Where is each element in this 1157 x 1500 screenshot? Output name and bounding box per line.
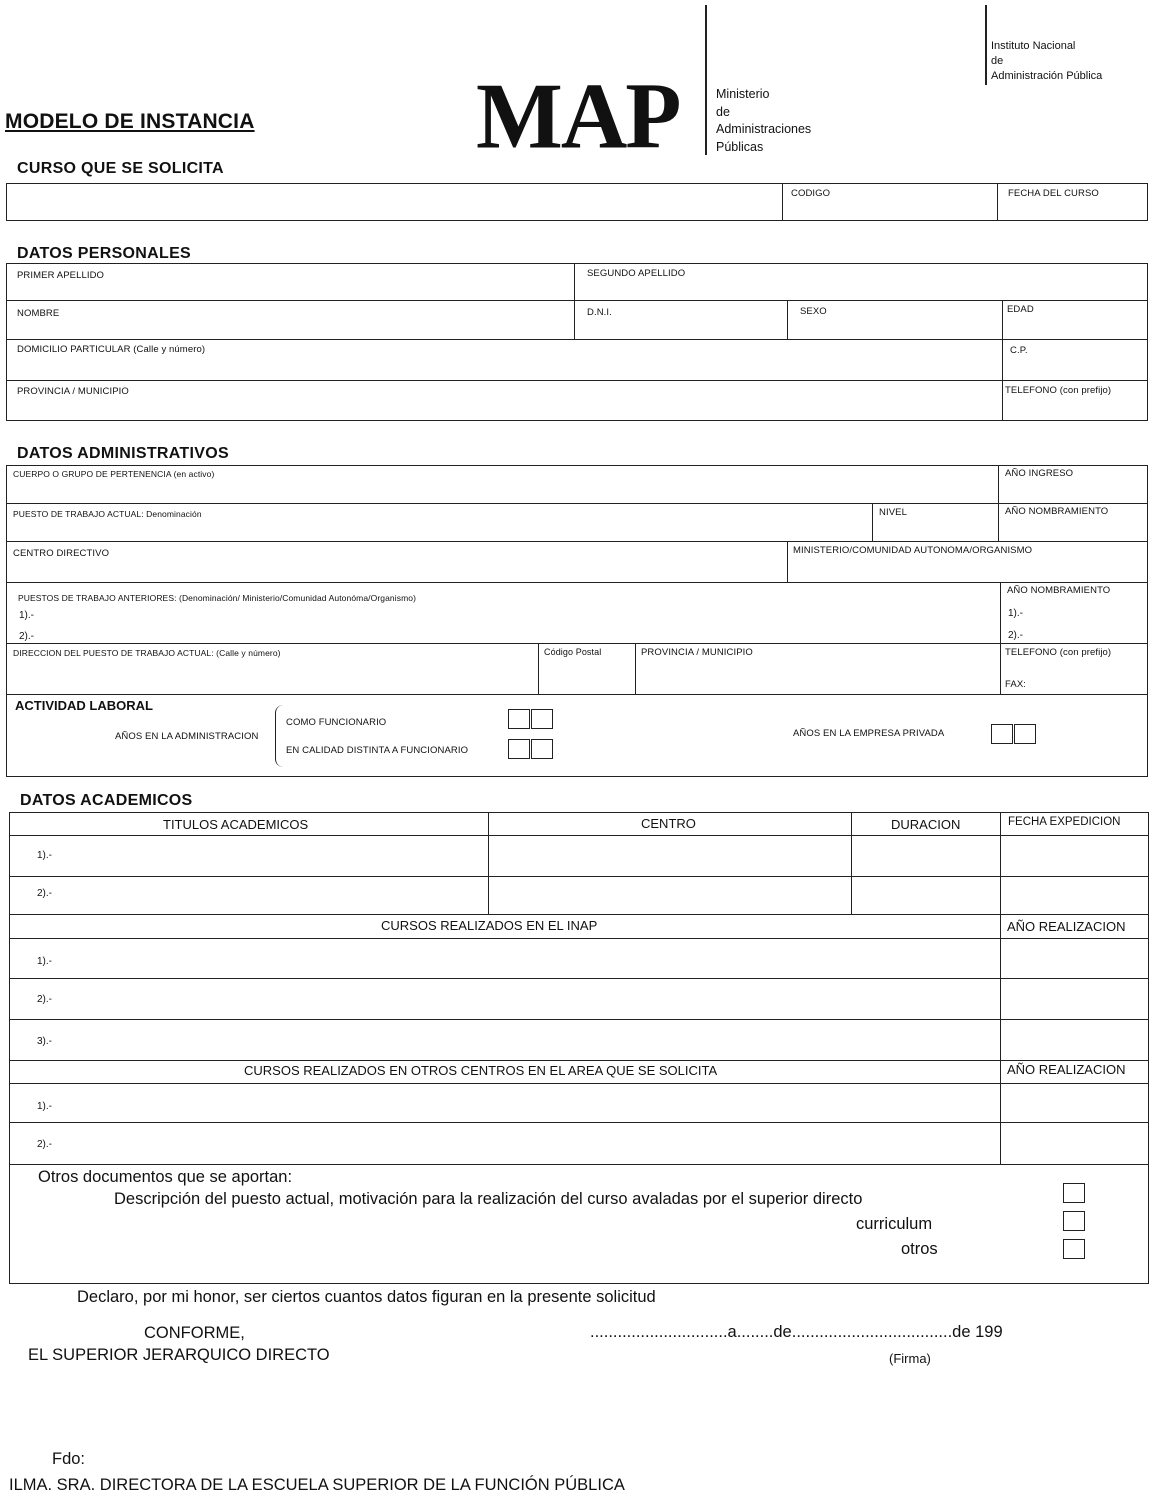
fax-input[interactable] bbox=[1030, 676, 1142, 692]
nombre-label: NOMBRE bbox=[17, 308, 60, 319]
funcionario-years-cell-1[interactable] bbox=[508, 709, 530, 729]
inap-row-1-label: 1).- bbox=[37, 956, 52, 967]
centro-directivo-label: CENTRO DIRECTIVO bbox=[13, 548, 110, 559]
codigo-postal-label: Código Postal bbox=[544, 647, 602, 657]
divider bbox=[574, 300, 575, 339]
direccion-label: DIRECCION DEL PUESTO DE TRABAJO ACTUAL: (Calle y número) bbox=[13, 648, 281, 658]
page-title: MODELO DE INSTANCIA bbox=[5, 110, 255, 133]
divider bbox=[998, 503, 999, 541]
curso-input[interactable] bbox=[10, 188, 778, 216]
privada-years-cell-2[interactable] bbox=[1014, 724, 1036, 744]
divider bbox=[787, 541, 788, 582]
divider bbox=[1000, 582, 1001, 643]
section-personales: DATOS PERSONALES bbox=[17, 245, 192, 262]
funcionario-years-cell-2[interactable] bbox=[531, 709, 553, 729]
fdo-label: Fdo: bbox=[52, 1450, 86, 1468]
primer-apellido-label: PRIMER APELLIDO bbox=[17, 270, 105, 281]
anio-nombramiento-label: AÑO NOMBRAMIENTO bbox=[1005, 506, 1109, 517]
conforme-text: CONFORME, bbox=[144, 1324, 245, 1342]
titulos-header: TITULOS ACADEMICOS bbox=[163, 817, 309, 832]
fecha-expedicion-2-input[interactable] bbox=[1005, 880, 1145, 910]
otros-centros-header: CURSOS REALIZADOS EN OTROS CENTROS EN EL AREA QUE SE SOLICITA bbox=[244, 1063, 718, 1078]
cp-label: C.P. bbox=[1010, 345, 1028, 356]
provincia-input[interactable] bbox=[12, 400, 997, 418]
superior-text: EL SUPERIOR JERARQUICO DIRECTO bbox=[28, 1346, 330, 1364]
anterior-2-input[interactable] bbox=[42, 626, 992, 642]
otros-documentos-title: Otros documentos que se aportan: bbox=[38, 1168, 293, 1186]
titulo-2-input[interactable] bbox=[60, 880, 484, 910]
otros-1-year-input[interactable] bbox=[1005, 1089, 1145, 1119]
divider bbox=[9, 938, 1149, 939]
como-funcionario-label: COMO FUNCIONARIO bbox=[286, 717, 387, 728]
nombramiento-1-input[interactable] bbox=[1030, 605, 1140, 621]
destinatario-text: ILMA. SRA. DIRECTORA DE LA ESCUELA SUPERIOR DE LA FUNCIÓN PÚBLICA bbox=[9, 1476, 625, 1494]
divider bbox=[574, 263, 575, 300]
divider bbox=[872, 503, 873, 541]
ministry-name: Ministerio de Administraciones Públicas bbox=[716, 87, 812, 154]
sexo-input[interactable] bbox=[794, 320, 994, 336]
codigo-postal-input[interactable] bbox=[543, 665, 631, 689]
dni-input[interactable] bbox=[580, 320, 780, 336]
anio-realizacion-header: AÑO REALIZACION bbox=[1007, 919, 1126, 934]
section-academicos: DATOS ACADEMICOS bbox=[20, 792, 193, 809]
divider bbox=[488, 812, 489, 914]
otros-row-2-label: 2).- bbox=[37, 1139, 52, 1150]
inap-row-2-label: 2).- bbox=[37, 994, 52, 1005]
actividad-laboral-label: ACTIVIDAD LABORAL bbox=[15, 698, 153, 713]
segundo-apellido-label: SEGUNDO APELLIDO bbox=[587, 268, 686, 279]
divider bbox=[6, 503, 1148, 504]
direccion-input[interactable] bbox=[12, 665, 532, 689]
header-divider-right bbox=[985, 5, 987, 85]
inap-1-input[interactable] bbox=[60, 944, 995, 974]
anios-admin-label: AÑOS EN LA ADMINISTRACION bbox=[115, 731, 259, 742]
nombramiento-1-label: 1).- bbox=[1008, 608, 1023, 619]
declaracion-text: Declaro, por mi honor, ser ciertos cuantos datos figuran en la presente solicitud bbox=[77, 1288, 656, 1306]
telefono-admin-input[interactable] bbox=[1005, 660, 1142, 676]
section-administrativos: DATOS ADMINISTRATIVOS bbox=[17, 445, 229, 462]
divider bbox=[635, 643, 636, 694]
brace bbox=[275, 705, 284, 767]
provincia-admin-label: PROVINCIA / MUNICIPIO bbox=[641, 647, 753, 658]
puesto-input[interactable] bbox=[12, 521, 867, 539]
inap-3-input[interactable] bbox=[60, 1025, 995, 1055]
anio-ingreso-label: AÑO INGRESO bbox=[1005, 468, 1074, 479]
titulo-row-2-label: 2).- bbox=[37, 888, 52, 899]
puesto-label: PUESTO DE TRABAJO ACTUAL: Denominación bbox=[13, 509, 202, 519]
privada-years-cell-1[interactable] bbox=[991, 724, 1013, 744]
otros-row-1-label: 1).- bbox=[37, 1101, 52, 1112]
no-funcionario-years-cell-1[interactable] bbox=[508, 739, 530, 759]
sexo-label: SEXO bbox=[800, 306, 827, 317]
divider bbox=[998, 465, 999, 503]
map-logo: MAP bbox=[476, 63, 680, 169]
curriculum-checkbox[interactable] bbox=[1063, 1211, 1085, 1231]
divider bbox=[9, 1060, 1149, 1061]
cuerpo-input[interactable] bbox=[12, 482, 992, 500]
codigo-label: CODIGO bbox=[791, 188, 831, 199]
divider bbox=[9, 876, 1149, 877]
no-funcionario-years-cell-2[interactable] bbox=[531, 739, 553, 759]
duracion-1-input[interactable] bbox=[856, 840, 996, 872]
curriculum-label: curriculum bbox=[856, 1215, 933, 1233]
anterior-2-label: 2).- bbox=[19, 631, 34, 642]
inap-row-3-label: 3).- bbox=[37, 1036, 52, 1047]
titulo-row-1-label: 1).- bbox=[37, 850, 52, 861]
divider bbox=[9, 978, 1149, 979]
divider bbox=[9, 1164, 1149, 1165]
inap-3-year-input[interactable] bbox=[1005, 1025, 1145, 1055]
telefono-admin-label: TELEFONO (con prefijo) bbox=[1005, 647, 1112, 658]
ministerio-input[interactable] bbox=[793, 561, 1141, 579]
divider bbox=[997, 183, 998, 221]
divider bbox=[1000, 643, 1001, 694]
anterior-1-input[interactable] bbox=[42, 607, 992, 623]
ministerio-label: MINISTERIO/COMUNIDAD AUTONOMA/ORGANISMO bbox=[793, 545, 1033, 556]
otros-checkbox[interactable] bbox=[1063, 1239, 1085, 1259]
header-divider bbox=[705, 5, 707, 155]
divider bbox=[1002, 339, 1003, 421]
nivel-label: NIVEL bbox=[879, 507, 907, 518]
institute-name: Instituto Nacional de Administración Pública bbox=[991, 40, 1103, 82]
divider bbox=[9, 914, 1149, 915]
centro-header: CENTRO bbox=[641, 816, 696, 831]
provincia-admin-input[interactable] bbox=[641, 665, 994, 689]
otros-label: otros bbox=[901, 1240, 938, 1258]
primer-apellido-input[interactable] bbox=[12, 282, 567, 298]
anio-nombramiento-input[interactable] bbox=[1004, 521, 1142, 539]
nivel-input[interactable] bbox=[878, 521, 993, 539]
anio-realizacion2-header: AÑO REALIZACION bbox=[1007, 1062, 1126, 1077]
inap-2-year-input[interactable] bbox=[1005, 984, 1145, 1014]
divider bbox=[9, 1019, 1149, 1020]
otros-2-year-input[interactable] bbox=[1005, 1128, 1145, 1158]
centro-1-input[interactable] bbox=[493, 840, 847, 872]
edad-label: EDAD bbox=[1007, 304, 1034, 315]
divider bbox=[1002, 300, 1003, 339]
fecha-expedicion-1-input[interactable] bbox=[1005, 840, 1145, 872]
domicilio-input[interactable] bbox=[12, 358, 997, 376]
fecha-curso-label: FECHA DEL CURSO bbox=[1008, 188, 1099, 199]
divider bbox=[782, 183, 783, 221]
divider bbox=[9, 1122, 1149, 1123]
section-curso: CURSO QUE SE SOLICITA bbox=[17, 160, 224, 177]
anio-ingreso-input[interactable] bbox=[1004, 482, 1142, 500]
divider bbox=[851, 812, 852, 914]
divider bbox=[787, 300, 788, 339]
otros-2-input[interactable] bbox=[60, 1128, 995, 1158]
anteriores-label: PUESTOS DE TRABAJO ANTERIORES: (Denominación/ Ministerio/Comunidad Autonóma/Organismo) bbox=[18, 593, 417, 603]
divider bbox=[6, 300, 1148, 301]
cp-input[interactable] bbox=[1007, 358, 1142, 376]
inap-header: CURSOS REALIZADOS EN EL INAP bbox=[381, 918, 598, 933]
titulo-1-input[interactable] bbox=[60, 840, 484, 872]
centro-2-input[interactable] bbox=[493, 880, 847, 910]
dni-label: D.N.I. bbox=[587, 307, 612, 318]
divider bbox=[6, 643, 1148, 644]
fecha-expedicion-header: FECHA EXPEDICION bbox=[1008, 816, 1121, 828]
inap-1-year-input[interactable] bbox=[1005, 944, 1145, 974]
divider bbox=[1000, 812, 1001, 1164]
divider bbox=[6, 694, 1148, 695]
segundo-apellido-input[interactable] bbox=[580, 282, 1140, 298]
telefono-label: TELEFONO (con prefijo) bbox=[1005, 385, 1112, 396]
fax-label: FAX: bbox=[1005, 679, 1026, 690]
centro-directivo-input[interactable] bbox=[12, 561, 782, 579]
provincia-label: PROVINCIA / MUNICIPIO bbox=[17, 386, 129, 397]
nombramiento-2-input[interactable] bbox=[1030, 626, 1140, 642]
telefono-input[interactable] bbox=[1007, 400, 1142, 418]
divider bbox=[9, 1083, 1149, 1084]
descripcion-puesto-label: Descripción del puesto actual, motivación para la realización del curso avaladas por el superior directo bbox=[114, 1190, 863, 1208]
anterior-1-label: 1).- bbox=[19, 610, 34, 621]
fecha-line: ..............................a........de...................................de 199 bbox=[590, 1323, 1003, 1341]
otros-1-input[interactable] bbox=[60, 1089, 995, 1119]
duracion-2-input[interactable] bbox=[856, 880, 996, 910]
divider bbox=[538, 643, 539, 694]
divider bbox=[6, 541, 1148, 542]
edad-input[interactable] bbox=[1007, 320, 1142, 336]
nombre-input[interactable] bbox=[12, 320, 567, 336]
empresa-privada-label: AÑOS EN LA EMPRESA PRIVADA bbox=[793, 728, 945, 739]
calidad-distinta-label: EN CALIDAD DISTINTA A FUNCIONARIO bbox=[286, 745, 469, 756]
duracion-header: DURACION bbox=[891, 817, 961, 832]
cuerpo-label: CUERPO O GRUPO DE PERTENENCIA (en activo) bbox=[13, 469, 215, 479]
divider bbox=[9, 835, 1149, 836]
domicilio-label: DOMICILIO PARTICULAR (Calle y número) bbox=[17, 344, 206, 355]
divider bbox=[6, 582, 1148, 583]
nombramiento-2-label: 2).- bbox=[1008, 630, 1023, 641]
descripcion-checkbox[interactable] bbox=[1063, 1183, 1085, 1203]
codigo-input[interactable] bbox=[786, 200, 992, 218]
fecha-curso-input[interactable] bbox=[1002, 200, 1144, 218]
firma-label: (Firma) bbox=[889, 1351, 931, 1366]
anio-nombramiento2-label: AÑO NOMBRAMIENTO bbox=[1007, 585, 1111, 596]
divider bbox=[6, 380, 1148, 381]
inap-2-input[interactable] bbox=[60, 984, 995, 1014]
divider bbox=[6, 339, 1148, 340]
